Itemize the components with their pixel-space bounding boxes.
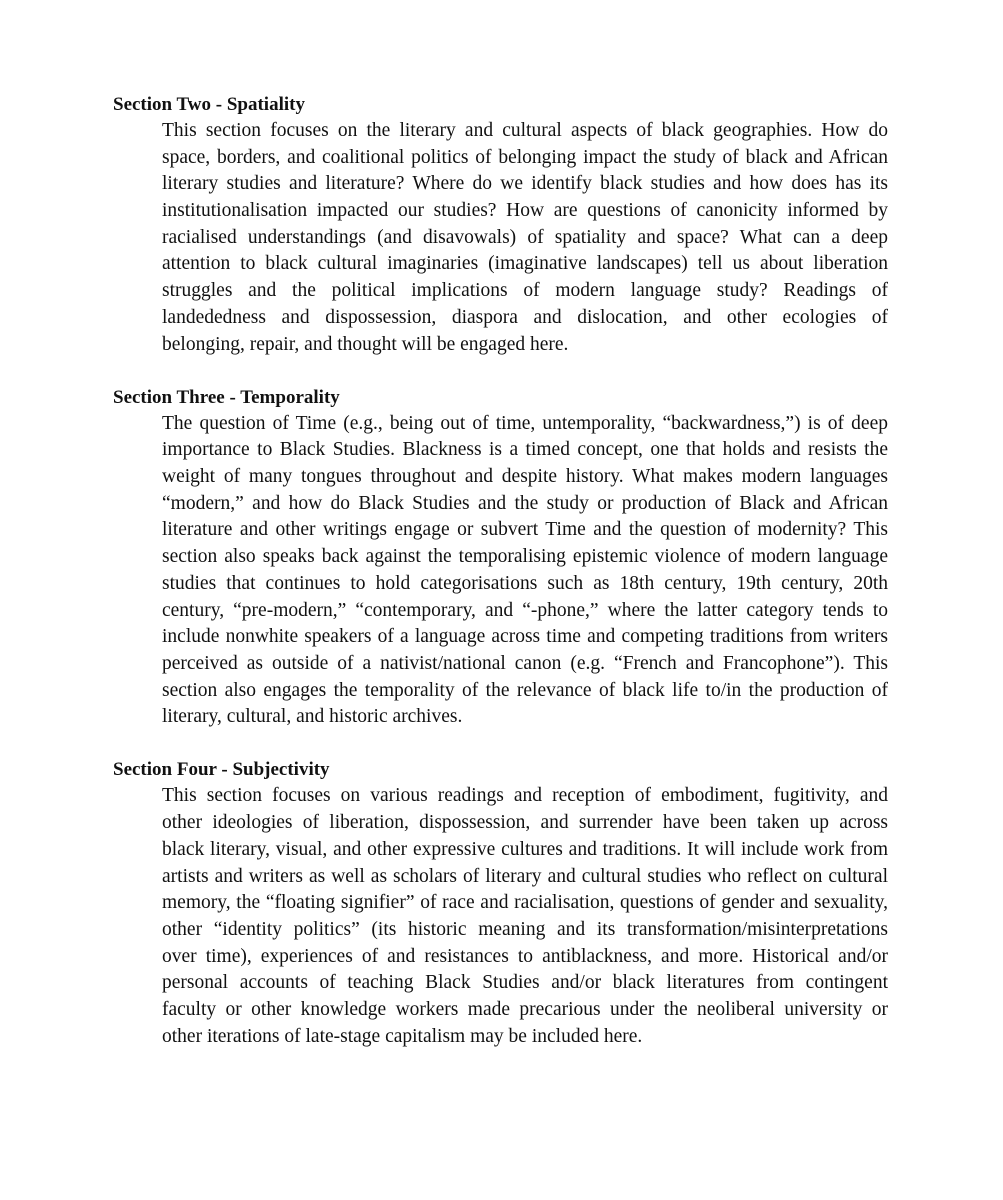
- paragraph-line: weight of many tongues throughout and despite history. What makes modern languages: [162, 466, 888, 488]
- paragraph-line: attention to black cultural imaginaries (imaginative landscapes) tell us about liberation: [162, 253, 888, 275]
- paragraph-line: belonging, repair, and thought will be engaged here.: [162, 333, 569, 355]
- paragraph-line: landededness and dispossession, diaspora and dislocation, and other ecologies of: [162, 306, 888, 328]
- paragraph-line: institutionalisation impacted our studies? How are questions of canonicity informed by: [162, 200, 888, 222]
- section-heading: Section Three - Temporality: [113, 386, 340, 408]
- paragraph-line: section also engages the temporality of the relevance of black life to/in the production of: [162, 679, 888, 701]
- section-heading: Section Two - Spatiality: [113, 94, 305, 115]
- paragraph-line: The question of Time (e.g., being out of time, untemporality, “backwardness,”) is of deep: [162, 412, 888, 434]
- paragraph-line: literary studies and literature? Where do we identify black studies and how does has its: [162, 173, 888, 195]
- paragraph-line: perceived as outside of a nativist/national canon (e.g. “French and Francophone”). This: [162, 652, 888, 674]
- paragraph-line: This section focuses on various readings and reception of embodiment, fugitivity, and: [162, 785, 888, 807]
- paragraph-line: importance to Black Studies. Blackness is a timed concept, one that holds and resists the: [162, 439, 888, 461]
- paragraph-line: literature and other writings engage or subvert Time and the question of modernity? This: [162, 519, 888, 541]
- paragraph-line: faculty or other knowledge workers made precarious under the neoliberal university or: [162, 998, 888, 1020]
- section-paragraph: [162, 783, 888, 1050]
- paragraph-line: space, borders, and coalitional politics of belonging impact the study of black and African: [162, 146, 888, 168]
- paragraph-line: black literary, visual, and other expressive cultures and traditions. It will include work from: [162, 838, 888, 860]
- section-subjectivity: [0, 756, 1003, 1050]
- paragraph-line: section also speaks back against the temporalising epistemic violence of modern language: [162, 546, 888, 568]
- paragraph-line: over time), experiences of and resistances to antiblackness, and more. Historical and/or: [162, 945, 888, 967]
- section-paragraph: [162, 118, 888, 358]
- paragraph-line: struggles and the political implications of modern language study? Readings of: [162, 280, 888, 302]
- paragraph-line: other iterations of late-stage capitalism may be included here.: [162, 1025, 643, 1047]
- section-temporality: [0, 384, 1003, 731]
- paragraph-line: include nonwhite speakers of a language across time and competing traditions from writers: [162, 626, 888, 648]
- section-heading: Section Four - Subjectivity: [113, 759, 330, 781]
- section-spatiality: [0, 91, 1003, 358]
- paragraph-line: other “identity politics” (its historic meaning and its transformation/misinterpretations: [162, 918, 888, 940]
- paragraph-line: studies that continues to hold categorisations such as 18th century, 19th century, 20th: [162, 572, 888, 594]
- paragraph-line: memory, the “floating signifier” of race and racialisation, questions of gender and sexuality,: [162, 892, 888, 914]
- paragraph-line: artists and writers as well as scholars of literary and cultural studies who reflect on cultural: [162, 865, 888, 887]
- paragraph-line: century, “pre-modern,” “contemporary, and “-phone,” where the latter category tends to: [162, 599, 888, 621]
- paragraph-line: This section focuses on the literary and cultural aspects of black geographies. How do: [162, 120, 888, 141]
- paragraph-line: other ideologies of liberation, dispossession, and surrender have been taken up across: [162, 812, 888, 834]
- paragraph-line: literary, cultural, and historic archives.: [162, 706, 463, 728]
- paragraph-line: racialised understandings (and disavowals) of spatiality and space? What can a deep: [162, 226, 888, 248]
- paragraph-line: “modern,” and how do Black Studies and the study or production of Black and African: [162, 492, 888, 514]
- document-page: [0, 91, 1003, 1076]
- section-paragraph: [162, 411, 888, 731]
- paragraph-line: personal accounts of teaching Black Studies and/or black literatures from contingent: [162, 972, 888, 994]
